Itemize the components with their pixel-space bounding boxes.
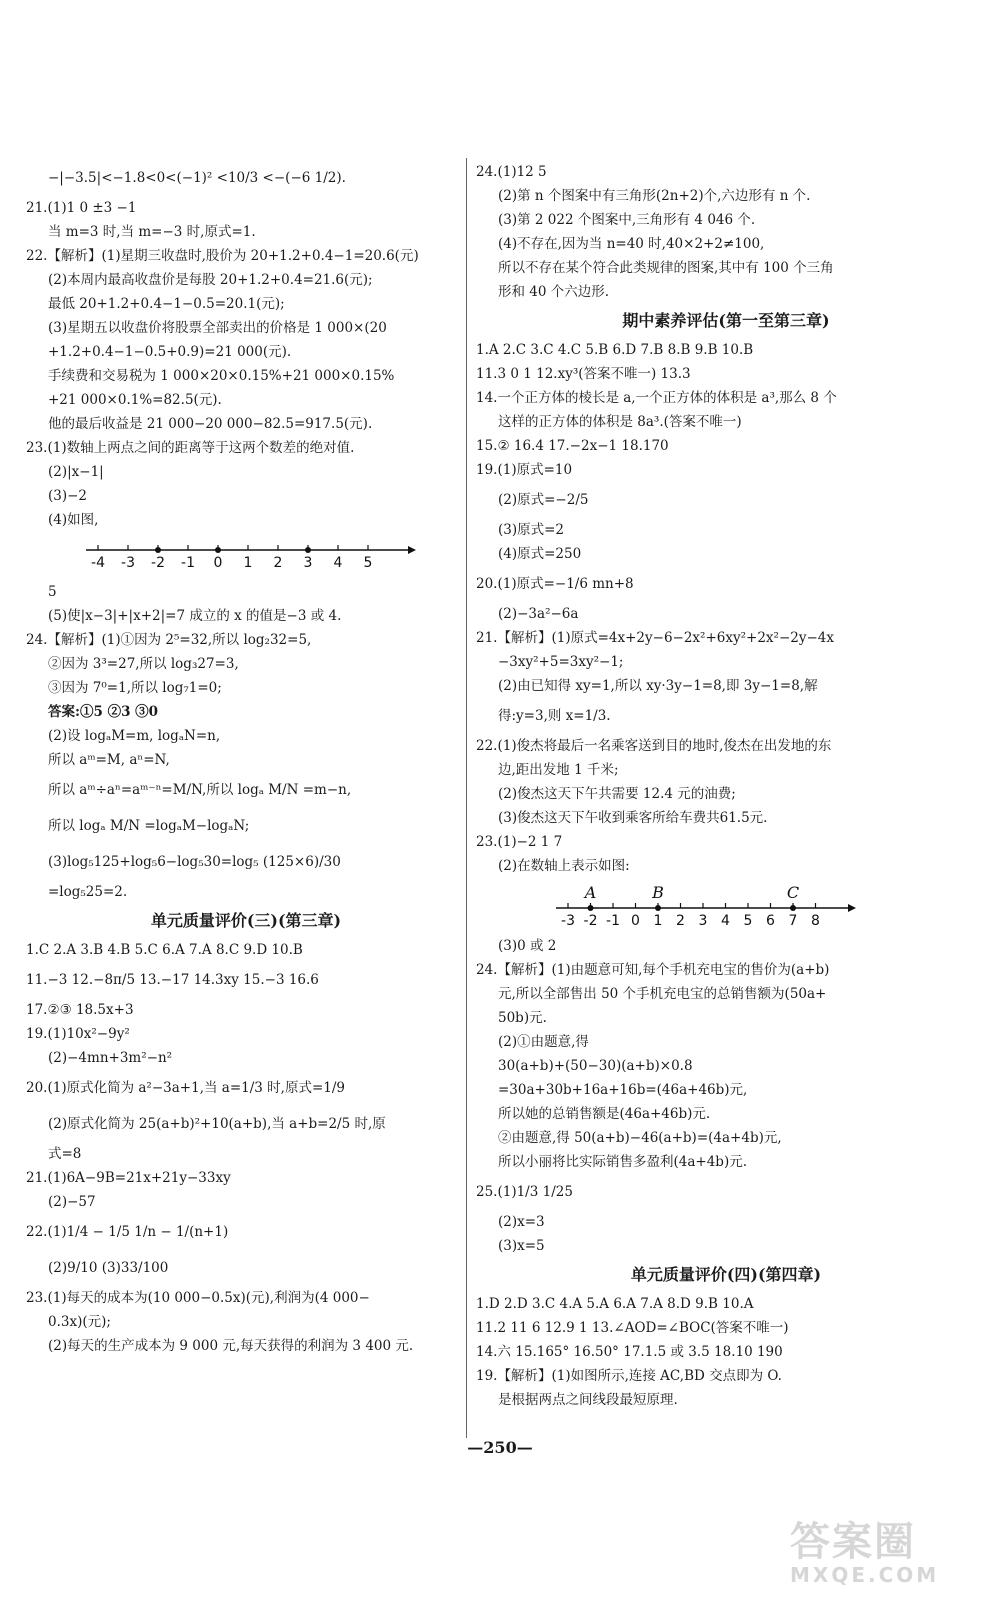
- answer-line: 23.(1)数轴上两点之间的距离等于这两个数差的绝对值.: [26, 440, 355, 456]
- answer-line: 所以她的总销售额是(46a+46b)元.: [498, 1106, 711, 1122]
- answer-line: (2)原式化简为 25(a+b)²+10(a+b),当 a+b=2/5 时,原: [48, 1116, 386, 1132]
- answer-line: 11.2 11 6 12.9 1 13.∠AOD=∠BOC(答案不唯一): [476, 1320, 789, 1336]
- watermark-domain: MXQE.COM: [790, 1563, 940, 1587]
- answer-line: ②由题意,得 50(a+b)−46(a+b)=(4a+4b)元,: [498, 1130, 782, 1146]
- answer-line: 19.(1)10x²−9y²: [26, 1026, 130, 1042]
- tick-label: 4: [721, 913, 730, 929]
- answer-line: 24.【解析】(1)①因为 2⁵=32,所以 log₂32=5,: [26, 632, 312, 648]
- point-label: C: [786, 883, 800, 902]
- answer-line: 当 m=3 时,当 m=−3 时,原式=1.: [48, 224, 256, 240]
- tick-label: 5: [743, 913, 753, 929]
- answer-line: ②因为 3³=27,所以 log₃27=3,: [48, 656, 239, 672]
- answer-line: 17.②③ 18.5x+3: [26, 1002, 134, 1018]
- point-dot: [655, 905, 661, 911]
- answer-line: 21.(1)1 0 ±3 −1: [26, 200, 137, 216]
- answer-line: 1.A 2.C 3.C 4.C 5.B 6.D 7.B 8.B 9.B 10.B: [476, 342, 754, 358]
- answer-line: +1.2+0.4−1−0.5+0.9)=21 000(元).: [48, 344, 292, 360]
- point-dot: [790, 905, 796, 911]
- answer-line: (2)第 n 个图案中有三角形(2n+2)个,六边形有 n 个.: [498, 188, 811, 204]
- answer-line: 23.(1)每天的成本为(10 000−0.5x)(元),利润为(4 000−: [26, 1290, 370, 1306]
- answer-line: (2)原式=−2/5: [498, 492, 589, 508]
- answer-line: (4)原式=250: [498, 546, 582, 562]
- answer-line: 所以 logₐ M/N =logₐM−logₐN;: [48, 818, 250, 834]
- answer-line: 他的最后收益是 21 000−20 000−82.5=917.5(元).: [48, 416, 373, 432]
- number-line-svg: [556, 878, 856, 934]
- answer-line: (3)星期五以收盘价将股票全部卖出的价格是 1 000×(20: [48, 320, 387, 336]
- answer-line: 手续费和交易税为 1 000×20×0.15%+21 000×0.15%: [48, 368, 395, 384]
- watermark-title: 答案圈: [790, 1519, 916, 1565]
- answer-line: 24.【解析】(1)由题意可知,每个手机充电宝的售价为(a+b): [476, 962, 830, 978]
- tick-label: 2: [273, 555, 283, 571]
- left-column: [26, 160, 466, 1358]
- watermark-logo: [790, 1520, 980, 1590]
- point-dot: [215, 547, 221, 553]
- section-title: 单元质量评价(四)(第四章): [630, 1265, 822, 1284]
- point-label: A: [584, 883, 597, 902]
- column-divider: [466, 158, 467, 1438]
- answer-line: 22.(1)1/4 − 1/5 1/n − 1/(n+1): [26, 1224, 229, 1240]
- answer-line: 所以 aᵐ÷aⁿ=aᵐ⁻ⁿ=M/N,所以 logₐ M/N =m−n,: [48, 782, 352, 798]
- answer-line: (2)−4mn+3m²−n²: [48, 1050, 173, 1066]
- point-dot: [155, 547, 161, 553]
- answer-line: 11.3 0 1 12.xy³(答案不唯一) 13.3: [476, 366, 691, 382]
- answer-line: (4)不存在,因为当 n=40 时,40×2+2≠100,: [498, 236, 765, 252]
- answer-line: 11.−3 12.−8π/5 13.−17 14.3xy 15.−3 16.6: [26, 972, 319, 988]
- answer-line: 得:y=3,则 x=1/3.: [498, 708, 611, 724]
- answer-line: 22.(1)俊杰将最后一名乘客送到目的地时,俊杰在出发地的东: [476, 738, 832, 754]
- answer-line: (2)设 logₐM=m, logₐN=n,: [48, 728, 221, 744]
- tick-label: 0: [213, 555, 223, 571]
- tick-label: 3: [698, 913, 708, 929]
- number-line-figure: [86, 532, 466, 580]
- tick-label: 0: [631, 913, 640, 929]
- answer-line: (3)原式=2: [498, 522, 565, 538]
- page-number: —250—: [467, 1438, 533, 1457]
- answer-line: (5)使|x−3|+|x+2|=7 成立的 x 的值是−3 或 4.: [48, 608, 342, 624]
- point-label: B: [652, 883, 664, 902]
- answer-line: 21.【解析】(1)原式=4x+2y−6−2x²+6xy²+2x²−2y−4x: [476, 630, 834, 646]
- answer-line: 14.一个正方体的棱长是 a,一个正方体的体积是 a³,那么 8 个: [476, 390, 837, 406]
- answer-line: (3)−2: [48, 488, 88, 504]
- tick-label: 8: [811, 913, 820, 929]
- answer-line: 边,距出发地 1 千米;: [498, 762, 619, 778]
- answer-line: −|−3.5|<−1.8<0<(−1)² <10/3 <−(−6 1/2).: [48, 170, 346, 186]
- answer-line: (2)−3a²−6a: [498, 606, 579, 622]
- answer-line: 最低 20+1.2+0.4−1−0.5=20.1(元);: [48, 296, 285, 312]
- answer-line: (2)|x−1|: [48, 464, 104, 480]
- answer-line: 所以小丽将比实际销售多盈利(4a+4b)元.: [498, 1154, 748, 1170]
- answer-line: 1.D 2.D 3.C 4.A 5.A 6.A 7.A 8.D 9.B 10.A: [476, 1296, 754, 1312]
- answer-line: (2)x=3: [498, 1214, 545, 1230]
- answer-line: (3)第 2 022 个图案中,三角形有 4 046 个.: [498, 212, 756, 228]
- answer-line: 元,所以全部售出 50 个手机充电宝的总销售额为(50a+: [498, 986, 827, 1002]
- answer-line: 20.(1)原式=−1/6 mn+8: [476, 576, 634, 592]
- answer-line: ③因为 7⁰=1,所以 log₇1=0;: [48, 680, 222, 696]
- tick-label: -1: [606, 913, 620, 929]
- right-column: [476, 160, 976, 1412]
- answer-line: 30(a+b)+(50−30)(a+b)×0.8: [498, 1058, 693, 1074]
- answer-line: 19.(1)原式=10: [476, 462, 573, 478]
- number-line-figure: [556, 878, 976, 934]
- answer-line: (3)x=5: [498, 1238, 545, 1254]
- tick-label: 1: [653, 913, 663, 929]
- tick-label: -2: [583, 913, 598, 929]
- answer-line: 21.(1)6A−9B=21x+21y−33xy: [26, 1170, 231, 1186]
- answer-line: =log₅25=2.: [48, 884, 128, 900]
- answer-line: (2)俊杰这天下午共需要 12.4 元的油费;: [498, 786, 736, 802]
- answer-line: 0.3x)(元);: [48, 1314, 111, 1330]
- tick-label: 3: [303, 555, 313, 571]
- tick-label: 5: [363, 555, 373, 571]
- tick-label: 6: [766, 913, 775, 929]
- section-title: 期中素养评估(第一至第三章): [622, 311, 830, 330]
- answer-line: 22.【解析】(1)星期三收盘时,股价为 20+1.2+0.4−1=20.6(元): [26, 248, 419, 264]
- number-line-svg: [86, 532, 416, 580]
- point-dot: [305, 547, 311, 553]
- answer-line: (2)由已知得 xy=1,所以 xy·3y−1=8,即 3y−1=8,解: [498, 678, 818, 694]
- section-title: 单元质量评价(三)(第三章): [150, 911, 342, 930]
- answer-line: (3)俊杰这天下午收到乘客所给车费共61.5元.: [498, 810, 768, 826]
- answer-line: 是根据两点之间线段最短原理.: [498, 1392, 678, 1408]
- answer-line: (2)每天的生产成本为 9 000 元,每天获得的利润为 3 400 元.: [48, 1338, 414, 1354]
- point-dot: [588, 905, 594, 911]
- answer-line: 50b)元.: [498, 1010, 547, 1026]
- answer-line: (4)如图,: [48, 512, 99, 528]
- answer-line: 15.② 16.4 17.−2x−1 18.170: [476, 438, 669, 454]
- answer-line: (3)log₅125+log₅6−log₅30=log₅ (125×6)/30: [48, 854, 341, 870]
- answer-line: (2)①由题意,得: [498, 1034, 589, 1050]
- tick-label: 1: [243, 555, 253, 571]
- answer-line: (2)本周内最高收盘价是每股 20+1.2+0.4=21.6(元);: [48, 272, 373, 288]
- tick-label: -3: [121, 555, 135, 571]
- answer-line: +21 000×0.1%=82.5(元).: [48, 392, 222, 408]
- tick-label: 4: [333, 555, 343, 571]
- answer-line: 14.六 15.165° 16.50° 17.1.5 或 3.5 18.10 190: [476, 1344, 783, 1360]
- answer-line: −3xy²+5=3xy²−1;: [498, 654, 624, 670]
- tick-label: 7: [788, 913, 798, 929]
- answer-line: 23.(1)−2 1 7: [476, 834, 563, 850]
- answer-line: (2)−57: [48, 1194, 96, 1210]
- answer-line: 24.(1)12 5: [476, 164, 547, 180]
- answer-line: 形和 40 个六边形.: [498, 284, 610, 300]
- axis-arrow: [408, 546, 416, 554]
- answer-line: 答案:①5 ②3 ③0: [48, 704, 159, 720]
- answer-line: 25.(1)1/3 1/25: [476, 1184, 573, 1200]
- tick-label: -2: [151, 555, 165, 571]
- answer-line: 1.C 2.A 3.B 4.B 5.C 6.A 7.A 8.C 9.D 10.B: [26, 942, 303, 958]
- answer-line: 5: [48, 584, 57, 600]
- answer-line: 19.【解析】(1)如图所示,连接 AC,BD 交点即为 O.: [476, 1368, 782, 1384]
- answer-line: (2)在数轴上表示如图:: [498, 858, 630, 874]
- tick-label: -1: [181, 555, 195, 571]
- answer-line: (3)0 或 2: [498, 938, 557, 954]
- tick-label: -4: [91, 555, 105, 571]
- answer-line: 这样的正方体的体积是 8a³.(答案不唯一): [498, 414, 742, 430]
- answer-line: 式=8: [48, 1146, 82, 1162]
- axis-arrow: [848, 904, 856, 912]
- answer-line: =30a+30b+16a+16b=(46a+46b)元,: [498, 1082, 748, 1098]
- answer-line: 所以 aᵐ=M, aⁿ=N,: [48, 752, 170, 768]
- answer-line: 所以不存在某个符合此类规律的图案,其中有 100 个三角: [498, 260, 834, 276]
- answer-line: 20.(1)原式化简为 a²−3a+1,当 a=1/3 时,原式=1/9: [26, 1080, 345, 1096]
- tick-label: -3: [561, 913, 575, 929]
- answer-line: (2)9/10 (3)33/100: [48, 1260, 169, 1276]
- tick-label: 2: [676, 913, 685, 929]
